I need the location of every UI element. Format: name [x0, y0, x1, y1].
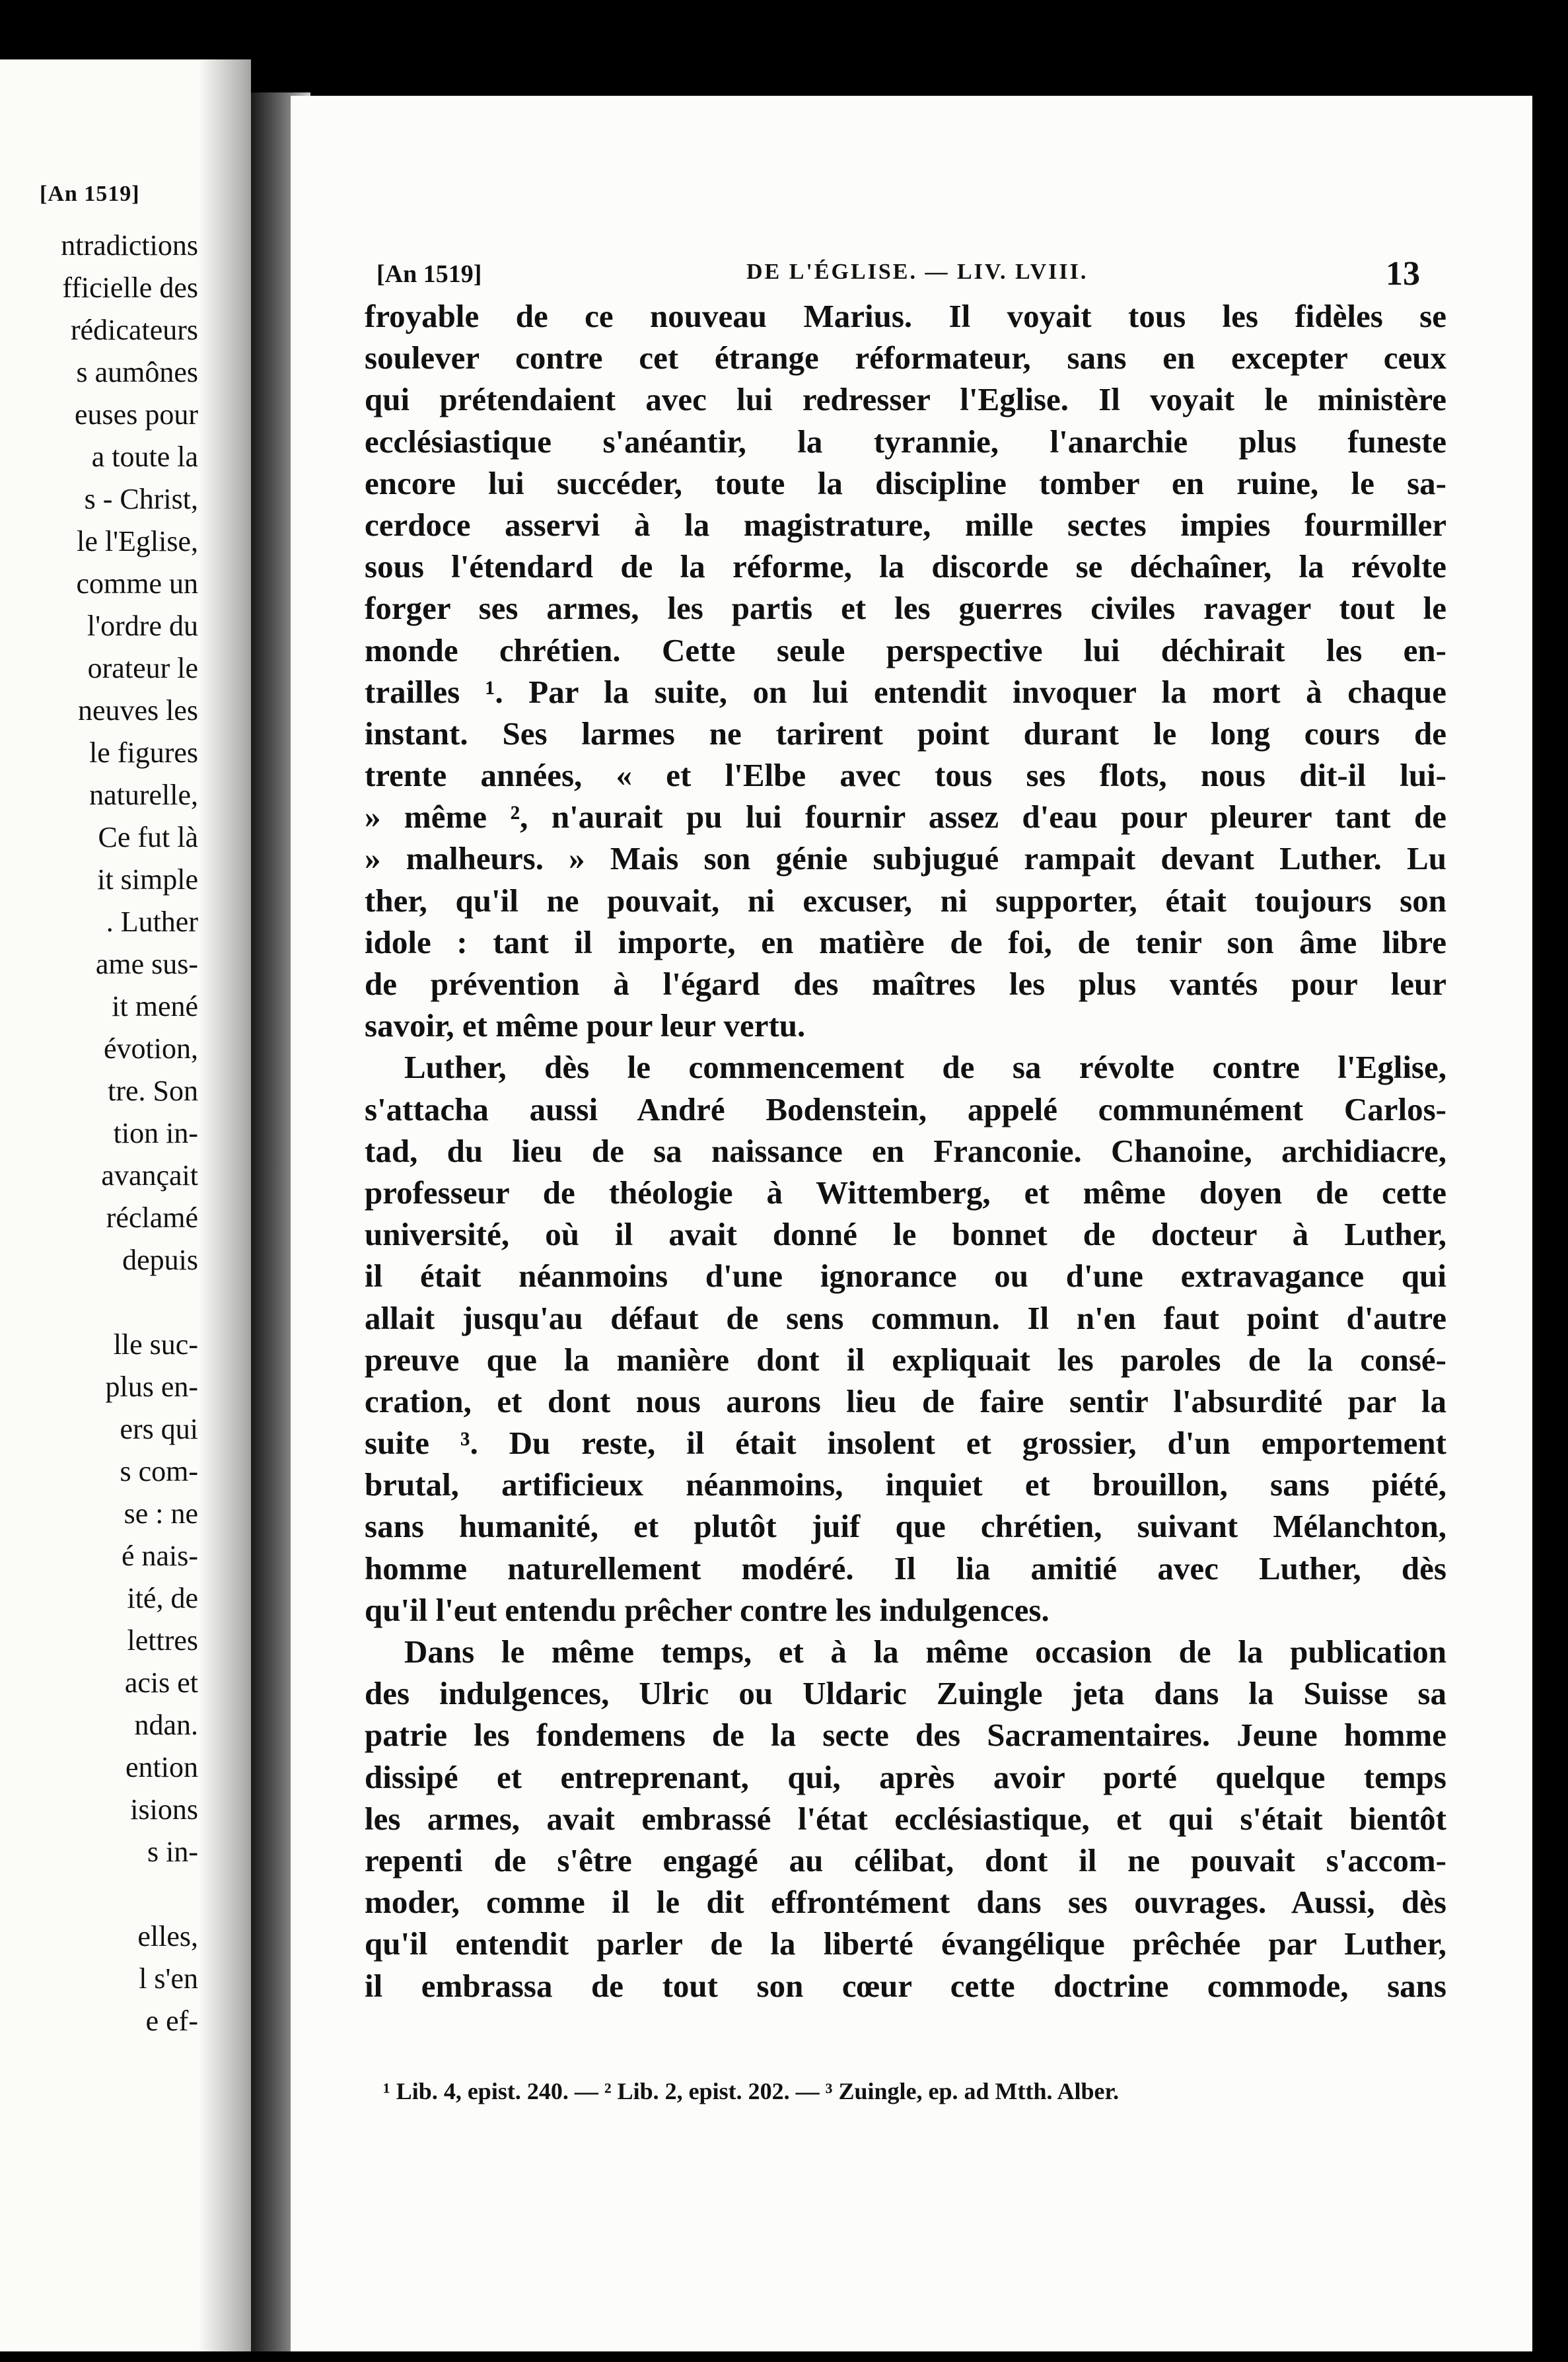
- left-page-line: lettres: [127, 1624, 198, 1657]
- body-line: cration, et dont nous aurons lieu de faire sentir l'absurdité par la: [365, 1382, 1446, 1419]
- left-page-line: isions: [130, 1793, 198, 1826]
- left-page-header: [An 1519]: [40, 182, 140, 206]
- body-line: s'attacha aussi André Bodenstein, appelé communément Carlos-: [365, 1091, 1446, 1127]
- left-page-line: e ef-: [145, 2005, 198, 2037]
- left-page-line: ntradictions: [61, 229, 198, 262]
- body-line: trente années, « et l'Elbe avec tous ses flots, nous dit-il lui-: [365, 757, 1446, 794]
- running-head-title: DE L'ÉGLISE. — LIV. LVIII.: [746, 260, 1088, 284]
- footnotes: ¹ Lib. 4, epist. 240. — ² Lib. 2, epist. 202. — ³ Zuingle, ep. ad Mtth. Alber.: [383, 2078, 1120, 2104]
- left-page-line: évotion,: [104, 1032, 198, 1065]
- body-line: Dans le même temps, et à la même occasion de la publication: [404, 1633, 1446, 1670]
- body-line: preuve que la manière dont il expliquait les paroles de la consé-: [365, 1341, 1446, 1378]
- left-page-line: avançait: [101, 1159, 198, 1192]
- body-line: université, où il avait donné le bonnet de docteur à Luther,: [365, 1216, 1446, 1253]
- body-line: repenti de s'être engagé au célibat, dont il ne pouvait s'accom-: [365, 1842, 1446, 1879]
- body-line: tad, du lieu de sa naissance en Franconie. Chanoine, archidiacre,: [365, 1132, 1446, 1169]
- left-page-line: ame sus-: [95, 948, 198, 980]
- left-page-line: . Luther: [106, 906, 198, 938]
- left-page-text: [0, 225, 198, 2042]
- left-page-line: acis et: [124, 1666, 198, 1699]
- left-page-gutter-shadow: [198, 59, 251, 2351]
- left-page-line: ers qui: [120, 1413, 198, 1445]
- body-line: sans humanité, et plutôt juif que chrétien, suivant Mélanchton,: [365, 1508, 1446, 1545]
- body-line: patrie les fondemens de la secte des Sacramentaires. Jeune homme: [365, 1717, 1446, 1754]
- body-line: allait jusqu'au défaut de sens commun. Il n'en faut point d'autre: [365, 1299, 1446, 1336]
- body-line: ecclésiastique s'anéantir, la tyrannie, l'anarchie plus funeste: [365, 423, 1446, 460]
- left-page-line: se : ne: [124, 1497, 198, 1530]
- running-head-year: [An 1519]: [376, 260, 482, 288]
- left-page-line: é nais-: [121, 1540, 198, 1572]
- body-line: les armes, avait embrassé l'état ecclésiastique, et qui s'était bientôt: [365, 1800, 1446, 1837]
- body-line: brutal, artificieux néanmoins, inquiet et brouillon, sans piété,: [365, 1466, 1446, 1503]
- left-page-line: lle suc-: [113, 1328, 198, 1361]
- body-line: professeur de théologie à Wittemberg, et même doyen de cette: [365, 1174, 1446, 1211]
- left-page-line: depuis: [122, 1244, 198, 1276]
- left-page-line: l'ordre du: [87, 610, 198, 642]
- body-line: de prévention à l'égard des maîtres les plus vantés pour leur: [365, 966, 1446, 1002]
- left-page-line: le l'Eglise,: [77, 525, 198, 557]
- body-line: trailles ¹. Par la suite, on lui entendit invoquer la mort à chaque: [365, 673, 1446, 710]
- left-page-line: euses pour: [75, 398, 198, 431]
- left-page-line: Ce fut là: [98, 821, 198, 853]
- body-line: suite ³. Du reste, il était insolent et grossier, d'un emportement: [365, 1425, 1446, 1462]
- left-page-line: s in-: [147, 1836, 198, 1868]
- left-page-line: it simple: [97, 863, 198, 896]
- left-page-line: s com-: [120, 1455, 198, 1487]
- right-page: [291, 96, 1532, 2351]
- body-line: instant. Ses larmes ne tarirent point durant le long cours de: [365, 715, 1446, 752]
- left-page-line: orateur le: [87, 652, 198, 684]
- left-page-fragment: [0, 59, 251, 2351]
- body-line: cerdoce asservi à la magistrature, mille sectes impies fourmiller: [365, 506, 1446, 543]
- body-line: forger ses armes, les partis et les guerres civiles ravager tout le: [365, 590, 1446, 627]
- body-line: qu'il entendit parler de la liberté évangélique prêchée par Luther,: [365, 1925, 1446, 1962]
- body-line: savoir, et même pour leur vertu.: [365, 1007, 806, 1044]
- left-page-line: plus en-: [105, 1371, 198, 1403]
- left-page-line: ention: [125, 1751, 198, 1783]
- body-line: idole : tant il importe, en matière de foi, de tenir son âme libre: [365, 923, 1446, 960]
- body-line: homme naturellement modéré. Il lia amitié avec Luther, dès: [365, 1550, 1446, 1587]
- left-page-line: le figures: [89, 736, 198, 769]
- body-line: ther, qu'il ne pouvait, ni excuser, ni supporter, était toujours son: [365, 882, 1446, 919]
- left-page-line: comme un: [76, 567, 198, 600]
- left-page-line: naturelle,: [89, 779, 198, 811]
- left-page-line: it mené: [112, 990, 198, 1022]
- left-page-line: s - Christ,: [84, 483, 198, 515]
- body-text: [365, 295, 1446, 2007]
- left-page-line: [0, 1281, 198, 1324]
- running-head: [376, 254, 1420, 294]
- left-page-line: a toute la: [91, 441, 198, 473]
- left-page-line: [0, 1873, 198, 1915]
- body-line: des indulgences, Ulric ou Uldaric Zuingle jeta dans la Suisse sa: [365, 1675, 1446, 1712]
- body-line: il était néanmoins d'une ignorance ou d'une extravagance qui: [365, 1258, 1446, 1295]
- body-line: sous l'étendard de la réforme, la discorde se déchaîner, la révolte: [365, 548, 1446, 585]
- body-line: il embrassa de tout son cœur cette doctrine commode, sans: [365, 1967, 1446, 2004]
- left-page-line: elles,: [137, 1920, 198, 1952]
- body-line: qui prétendaient avec lui redresser l'Eglise. Il voyait le ministère: [365, 381, 1446, 418]
- body-line: encore lui succéder, toute la discipline tomber en ruine, le sa-: [365, 464, 1446, 501]
- body-line: Luther, dès le commencement de sa révolte contre l'Eglise,: [404, 1049, 1446, 1086]
- left-page-line: neuves les: [77, 694, 198, 727]
- left-page-line: s aumônes: [76, 356, 198, 388]
- left-page-line: ndan.: [134, 1709, 198, 1741]
- left-page-line: tre. Son: [108, 1075, 198, 1107]
- left-page-line: fficielle des: [62, 271, 198, 304]
- body-line: froyable de ce nouveau Marius. Il voyait tous les fidèles se: [365, 298, 1446, 334]
- body-line: » malheurs. » Mais son génie subjugué rampait devant Luther. Lu: [365, 840, 1446, 877]
- left-page-line: tion in-: [113, 1117, 198, 1149]
- left-page-line: rédicateurs: [71, 314, 198, 346]
- page-number: 13: [1386, 255, 1420, 293]
- left-page-line: l s'en: [139, 1962, 198, 1995]
- body-line: dissipé et entreprenant, qui, après avoir porté quelque temps: [365, 1758, 1446, 1795]
- body-line: monde chrétien. Cette seule perspective lui déchirait les en-: [365, 631, 1446, 668]
- body-line: qu'il l'eut entendu prêcher contre les indulgences.: [365, 1591, 1050, 1628]
- left-page-line: ité, de: [127, 1582, 198, 1614]
- left-page-line: réclamé: [106, 1201, 198, 1234]
- body-line: » même ², n'aurait pu lui fournir assez d'eau pour pleurer tant de: [365, 799, 1446, 836]
- body-line: moder, comme il le dit effrontément dans ses ouvrages. Aussi, dès: [365, 1884, 1446, 1921]
- body-line: soulever contre cet étrange réformateur, sans en excepter ceux: [365, 340, 1446, 376]
